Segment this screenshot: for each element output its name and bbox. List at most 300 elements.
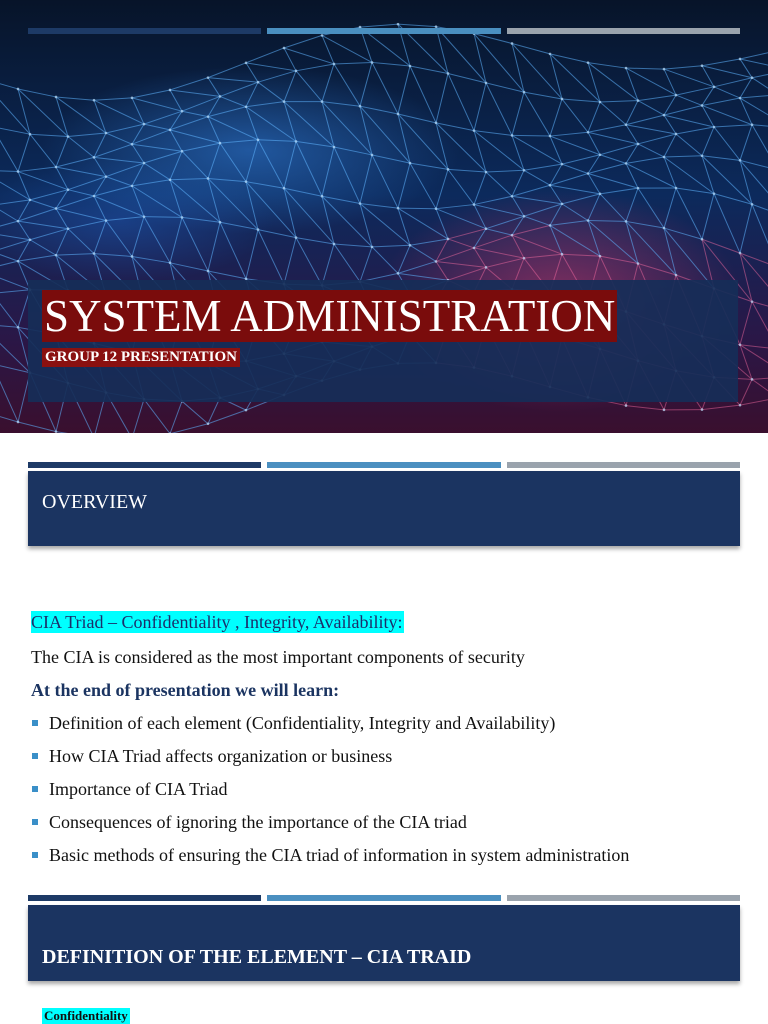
mesh-line (132, 217, 144, 257)
mesh-node (397, 272, 400, 275)
mesh-node (523, 91, 526, 94)
mesh-line (18, 172, 30, 200)
mesh-line (170, 111, 182, 130)
mesh-line (0, 290, 30, 294)
mesh-node (523, 215, 526, 218)
mesh-line (562, 254, 600, 256)
mesh-line (588, 125, 626, 133)
mesh-line (144, 124, 170, 130)
mesh-node (447, 238, 450, 241)
mesh-line (0, 221, 18, 231)
mesh-line (410, 245, 436, 261)
mesh-line (702, 66, 752, 78)
mesh-node (257, 138, 260, 141)
mesh-node (485, 171, 488, 174)
mesh-node (739, 58, 742, 61)
mesh-line (702, 194, 714, 240)
mesh-line (68, 229, 94, 254)
mesh-node (131, 255, 134, 258)
mesh-node (625, 123, 628, 126)
mesh-node (561, 253, 564, 256)
learn-list (31, 712, 751, 877)
mesh-line (410, 163, 436, 209)
mesh-line (322, 64, 334, 102)
mesh-node (283, 100, 286, 103)
mesh-line (752, 125, 768, 128)
mesh-line (702, 127, 714, 156)
mesh-line (246, 63, 258, 82)
list-item: Basic methods of ensuring the CIA triad of information in system administration (31, 844, 751, 877)
mesh-line (638, 188, 664, 228)
mesh-line (638, 101, 664, 116)
mesh-line (18, 134, 30, 171)
mesh-line (334, 244, 360, 282)
mesh-line (334, 147, 360, 204)
slide-accent-bars (28, 28, 740, 34)
mesh-line (752, 78, 768, 95)
mesh-line (398, 261, 436, 273)
mesh-node (55, 254, 58, 257)
mesh-line (334, 244, 372, 247)
mesh-line (752, 204, 768, 267)
definition-header (28, 905, 740, 981)
mesh-line (296, 64, 334, 71)
mesh-line (410, 239, 448, 245)
title-slide (0, 0, 768, 433)
slide-accent-bars (28, 462, 740, 468)
mesh-line (0, 170, 18, 171)
mesh-line (208, 117, 220, 143)
mesh-node (713, 192, 716, 195)
mesh-line (0, 78, 30, 134)
mesh-node (447, 168, 450, 171)
mesh-node (637, 187, 640, 190)
mesh-line (626, 101, 638, 125)
mesh-line (360, 204, 398, 209)
mesh-line (474, 83, 486, 131)
mesh-node (207, 177, 210, 180)
mesh-line (626, 115, 664, 125)
mesh-line (220, 96, 246, 106)
mesh-node (93, 99, 96, 102)
mesh-node (181, 150, 184, 153)
mesh-line (170, 117, 208, 130)
mesh-line (246, 107, 296, 142)
mesh-line (372, 247, 398, 273)
mesh-node (485, 266, 488, 269)
mesh-node (321, 195, 324, 198)
mesh-node (371, 154, 374, 157)
mesh-node (143, 215, 146, 218)
mesh-line (740, 95, 768, 98)
mesh-line (258, 140, 284, 188)
mesh-line (512, 92, 524, 135)
mesh-node (751, 123, 754, 126)
mesh-line (550, 185, 562, 204)
mesh-node (131, 97, 134, 100)
bullet-square-icon (32, 753, 38, 759)
mesh-node (93, 156, 96, 159)
mesh-line (18, 172, 68, 190)
mesh-line (550, 225, 600, 256)
mesh-line (512, 135, 562, 164)
mesh-line (740, 302, 752, 345)
mesh-node (587, 219, 590, 222)
mesh-line (144, 163, 170, 180)
mesh-line (170, 180, 220, 222)
mesh-line (588, 102, 600, 132)
mesh-line (284, 71, 296, 102)
mesh-line (144, 217, 170, 263)
mesh-node (549, 224, 552, 227)
mesh-line (170, 151, 182, 180)
mesh-line (524, 164, 562, 170)
mesh-line (106, 221, 132, 257)
mesh-line (18, 255, 56, 261)
mesh-line (132, 90, 170, 98)
mesh-line (740, 98, 768, 128)
mesh-node (599, 153, 602, 156)
mesh-line (474, 131, 524, 171)
mesh-line (512, 196, 562, 204)
mesh-node (751, 203, 754, 206)
mesh-line (474, 205, 524, 217)
mesh-line (208, 107, 246, 117)
mesh-line (448, 239, 474, 248)
mesh-node (713, 86, 716, 89)
mesh-node (245, 180, 248, 183)
mesh-node (219, 95, 222, 98)
mesh-line (524, 216, 550, 225)
mesh-node (169, 89, 172, 92)
mesh-line (68, 177, 106, 190)
bullet-square-icon (32, 720, 38, 726)
mesh-line (56, 157, 94, 167)
mesh-line (638, 95, 676, 100)
mesh-line (600, 188, 638, 194)
mesh-line (170, 401, 182, 433)
mesh-node (321, 100, 324, 103)
mesh-line (170, 90, 220, 96)
mesh-line (436, 73, 448, 122)
mesh-node (511, 234, 514, 237)
mesh-line (56, 167, 106, 177)
mesh-line (550, 54, 588, 63)
mesh-node (219, 142, 222, 145)
mesh-node (587, 131, 590, 134)
mesh-line (448, 73, 474, 130)
list-item: How CIA Triad affects organization or business (31, 745, 751, 778)
mesh-line (626, 406, 664, 410)
mesh-node (371, 246, 374, 249)
mesh-line (106, 124, 144, 133)
mesh-node (29, 133, 32, 136)
mesh-node (207, 76, 210, 79)
list-item: Importance of CIA Triad (31, 778, 751, 811)
mesh-line (170, 178, 208, 179)
mesh-line (296, 238, 322, 286)
mesh-node (485, 227, 488, 230)
mesh-node (511, 195, 514, 198)
mesh-line (94, 196, 144, 217)
mesh-line (588, 132, 638, 144)
mesh-line (258, 82, 284, 101)
mesh-line (144, 111, 182, 124)
mesh-line (246, 63, 296, 71)
mesh-node (675, 187, 678, 190)
mesh-line (512, 185, 550, 196)
mesh-line (550, 185, 600, 194)
slide-accent-bars (28, 895, 740, 901)
mesh-line (296, 141, 322, 196)
mesh-line (182, 143, 220, 151)
mesh-node (55, 96, 58, 99)
mesh-line (752, 379, 768, 397)
mesh-line (132, 98, 144, 124)
mesh-line (360, 24, 398, 27)
mesh-node (55, 207, 58, 210)
mesh-node (701, 154, 704, 157)
mesh-node (625, 404, 628, 407)
mesh-node (713, 126, 716, 129)
mesh-node (675, 133, 678, 136)
mesh-node (435, 122, 438, 125)
mesh-line (0, 252, 18, 261)
mesh-line (562, 194, 600, 204)
mesh-line (600, 194, 626, 222)
mesh-line (246, 140, 258, 182)
mesh-line (740, 125, 752, 161)
mesh-line (30, 200, 56, 209)
mesh-node (409, 244, 412, 247)
mesh-line (550, 221, 588, 226)
mesh-line (106, 133, 132, 144)
mesh-line (208, 143, 220, 178)
mesh-node (473, 247, 476, 250)
mesh-line (106, 177, 132, 186)
mesh-node (29, 199, 32, 202)
mesh-line (56, 254, 94, 256)
mesh-line (600, 102, 626, 125)
mesh-node (295, 140, 298, 143)
mesh-line (436, 123, 474, 131)
mesh-line (714, 125, 752, 127)
mesh-line (512, 235, 562, 254)
mesh-line (0, 324, 30, 373)
overview-slide (0, 433, 768, 893)
mesh-node (359, 202, 362, 205)
mesh-line (208, 63, 246, 78)
mesh-line (94, 221, 106, 254)
mesh-line (740, 398, 768, 405)
mesh-line (626, 157, 664, 163)
mesh-line (562, 204, 588, 221)
mesh-line (626, 125, 676, 134)
mesh-node (295, 236, 298, 239)
mesh-line (410, 66, 448, 73)
mesh-line (18, 422, 56, 432)
mesh-node (181, 110, 184, 113)
mesh-line (284, 102, 334, 147)
mesh-line (30, 134, 56, 167)
mesh-node (739, 159, 742, 162)
mesh-node (333, 243, 336, 246)
overview-title: OVERVIEW (42, 491, 148, 513)
mesh-line (18, 167, 56, 172)
mesh-line (170, 78, 208, 90)
mesh-node (739, 404, 742, 407)
mesh-node (485, 82, 488, 85)
mesh-node (549, 135, 552, 138)
mesh-line (56, 229, 68, 255)
mesh-line (30, 229, 68, 240)
mesh-line (676, 188, 714, 194)
mesh-line (562, 164, 588, 173)
mesh-line (486, 258, 524, 267)
mesh-line (220, 143, 246, 182)
mesh-line (284, 141, 296, 188)
mesh-line (702, 105, 714, 127)
mesh-node (625, 162, 628, 165)
mesh-node (397, 113, 400, 116)
mesh-node (169, 262, 172, 265)
mesh-line (524, 92, 550, 136)
mesh-line (296, 71, 322, 102)
mesh-node (207, 115, 210, 118)
mesh-line (626, 68, 676, 95)
mesh-line (626, 188, 638, 221)
mesh-line (664, 134, 676, 157)
mesh-node (637, 99, 640, 102)
mesh-line (334, 62, 372, 64)
mesh-line (56, 208, 106, 220)
mesh-line (562, 99, 600, 102)
mesh-line (410, 163, 448, 169)
mesh-line (0, 127, 18, 172)
mesh-line (664, 156, 702, 157)
mesh-line (398, 114, 436, 123)
mesh-line (676, 95, 702, 105)
mesh-line (296, 238, 334, 244)
mesh-line (132, 144, 182, 151)
mesh-line (398, 66, 410, 114)
mesh-line (246, 182, 284, 189)
mesh-line (740, 253, 768, 267)
mesh-line (372, 155, 398, 208)
mesh-line (170, 130, 220, 143)
mesh-line (284, 238, 296, 285)
mesh-line (486, 229, 512, 235)
mesh-line (94, 157, 106, 176)
mesh-line (220, 222, 246, 279)
mesh-node (397, 23, 400, 26)
mesh-line (182, 151, 208, 178)
mesh-node (17, 260, 20, 263)
mesh-node (207, 270, 210, 273)
mesh-node (105, 132, 108, 135)
mesh-node (701, 64, 704, 67)
mesh-node (663, 227, 666, 230)
mesh-node (625, 220, 628, 223)
mesh-node (131, 185, 134, 188)
mesh-line (132, 130, 170, 144)
mesh-line (550, 132, 588, 136)
mesh-node (257, 81, 260, 84)
mesh-line (474, 196, 512, 204)
mesh-line (132, 98, 182, 111)
mesh-node (67, 227, 70, 230)
mesh-node (245, 62, 248, 65)
mesh-node (17, 220, 20, 223)
mesh-line (664, 228, 702, 239)
mesh-node (245, 409, 248, 412)
mesh-line (360, 62, 372, 106)
mesh-node (397, 207, 400, 210)
mesh-line (0, 205, 18, 221)
mesh-node (751, 300, 754, 303)
mesh-node (701, 408, 704, 411)
slide-subtitle: GROUP 12 PRESENTATION (42, 348, 240, 367)
mesh-line (56, 97, 94, 100)
mesh-line (30, 240, 56, 255)
mesh-line (170, 217, 182, 262)
mesh-line (676, 188, 702, 239)
mesh-node (333, 63, 336, 66)
mesh-line (740, 59, 768, 70)
overview-body (31, 611, 751, 877)
mesh-line (486, 172, 512, 196)
mesh-node (663, 156, 666, 159)
mesh-line (714, 78, 752, 87)
mesh-line (258, 230, 284, 285)
mesh-node (447, 72, 450, 75)
cia-heading: CIA Triad – Confidentiality , Integrity, Availability: (31, 612, 403, 632)
mesh-line (664, 115, 714, 127)
mesh-node (663, 409, 666, 412)
mesh-node (473, 203, 476, 206)
mesh-node (561, 203, 564, 206)
mesh-node (169, 178, 172, 181)
mesh-node (67, 188, 70, 191)
mesh-line (448, 169, 486, 172)
mesh-line (208, 78, 220, 97)
mesh-line (714, 194, 740, 253)
mesh-line (372, 62, 398, 114)
mesh-node (675, 274, 678, 277)
mesh-line (398, 245, 410, 273)
mesh-line (512, 170, 524, 196)
mesh-line (474, 235, 512, 248)
mesh-line (676, 134, 702, 156)
mesh-line (372, 62, 410, 66)
mesh-node (435, 260, 438, 263)
mesh-line (68, 137, 94, 158)
mesh-line (752, 377, 768, 379)
mesh-line (360, 204, 410, 246)
mesh-line (68, 133, 106, 137)
mesh-line (398, 208, 448, 239)
mesh-node (169, 129, 172, 132)
mesh-line (702, 156, 740, 161)
mesh-node (93, 195, 96, 198)
mesh-node (701, 104, 704, 107)
mesh-line (702, 98, 740, 105)
mesh-line (588, 221, 626, 222)
mesh-node (295, 70, 298, 73)
mesh-node (663, 114, 666, 117)
overview-header (28, 471, 740, 546)
mesh-node (511, 134, 514, 137)
